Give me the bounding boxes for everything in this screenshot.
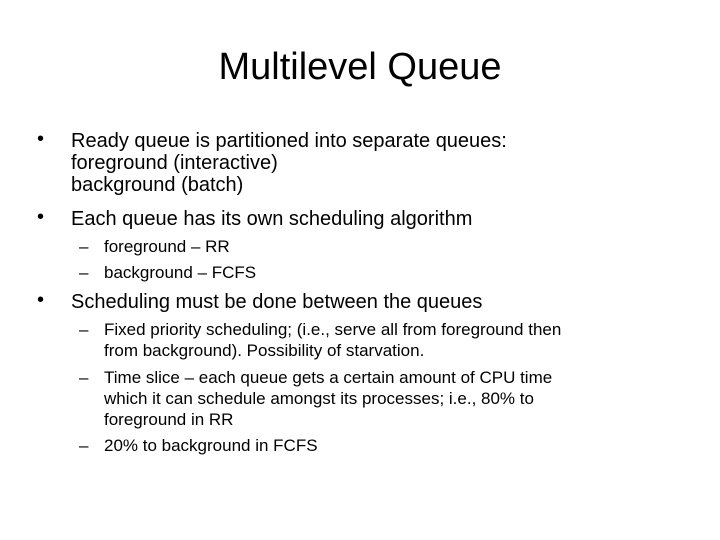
bullet-1-line-2: foreground (interactive) [71,152,278,174]
bullet-3-sub-1-line-2: from background). Possibility of starvation. [104,341,425,360]
bullet-2-sub-1: foreground – RR [104,237,230,256]
bullet-3-sub-2-line-3: foreground in RR [104,410,234,429]
dash-icon: – [79,320,89,339]
bullet-icon: • [37,128,45,150]
bullet-3-sub-2-line-1: Time slice – each queue gets a certain amount of CPU time [104,368,553,387]
bullet-3-sub-3: 20% to background in FCFS [104,436,318,455]
bullet-3-sub-2-line-2: which it can schedule amongst its processes; i.e., 80% to [104,389,534,408]
bullet-3-sub-1-line-1: Fixed priority scheduling; (i.e., serve all from foreground then [104,320,562,339]
slide-title: Multilevel Queue [218,46,502,88]
dash-icon: – [79,263,89,282]
bullet-2-sub-2: background – FCFS [104,263,257,282]
bullet-icon: • [37,289,45,311]
bullet-2-line-1: Each queue has its own scheduling algorithm [71,208,473,230]
bullet-1-line-1: Ready queue is partitioned into separate queues: [71,130,507,152]
bullet-3-line-1: Scheduling must be done between the queues [71,291,483,313]
dash-icon: – [79,237,89,256]
bullet-icon: • [37,206,45,228]
dash-icon: – [79,436,89,455]
bullet-1-line-3: background (batch) [71,174,244,196]
dash-icon: – [79,368,89,387]
